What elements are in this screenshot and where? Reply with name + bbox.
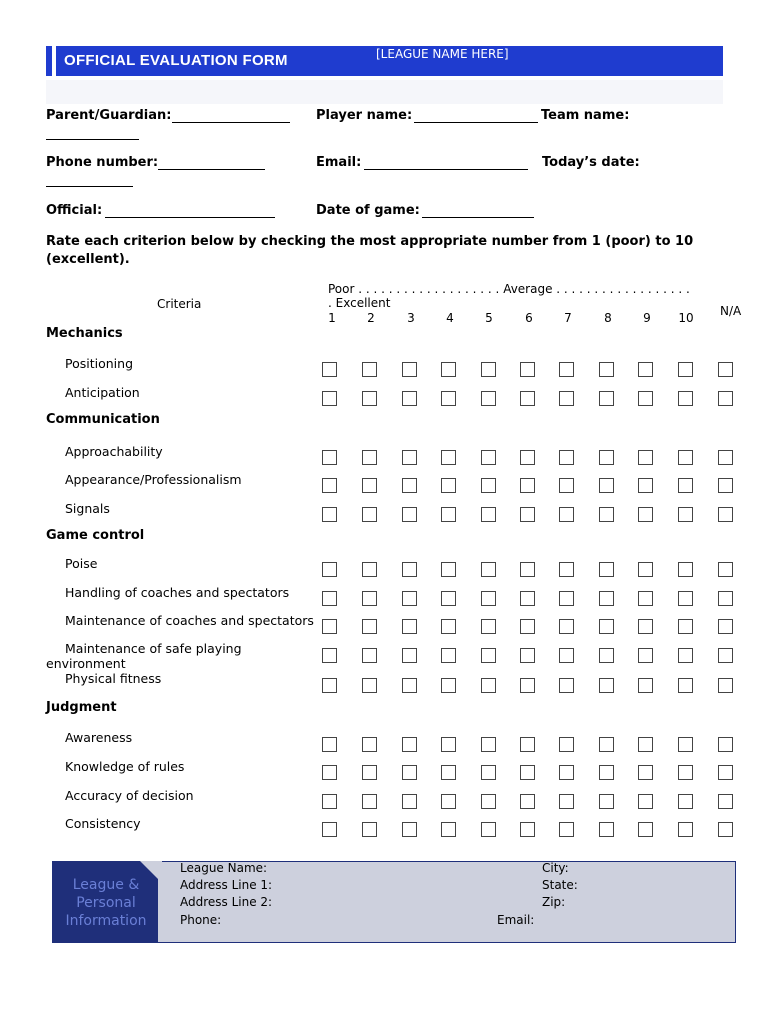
rating-checkbox[interactable] (638, 678, 653, 693)
rating-checkbox[interactable] (441, 562, 456, 577)
footer-badge-line1: League & (72, 877, 140, 893)
league-name-placeholder[interactable]: [LEAGUE NAME HERE] (376, 47, 509, 61)
rating-checkbox[interactable] (520, 391, 535, 406)
rating-checkbox[interactable] (481, 562, 496, 577)
rating-checkbox[interactable] (559, 507, 574, 522)
rating-checkbox[interactable] (678, 591, 693, 606)
rating-checkbox[interactable] (599, 450, 614, 465)
rating-checkbox[interactable] (441, 619, 456, 634)
rating-checkbox[interactable] (362, 391, 377, 406)
scale-label-line2: . Excellent (328, 296, 391, 310)
rating-checkbox-na[interactable] (718, 765, 733, 780)
rating-checkbox[interactable] (322, 765, 337, 780)
rating-checkbox[interactable] (559, 678, 574, 693)
rating-checkbox[interactable] (322, 478, 337, 493)
footer-league-name[interactable]: League Name: (180, 861, 268, 875)
rating-checkbox[interactable] (402, 507, 417, 522)
rating-checkbox[interactable] (520, 765, 535, 780)
rating-checkbox[interactable] (678, 450, 693, 465)
section-heading: Game control (46, 528, 145, 543)
rating-checkbox[interactable] (481, 478, 496, 493)
rating-checkbox[interactable] (559, 822, 574, 837)
rating-checkbox[interactable] (441, 678, 456, 693)
section-heading: Mechanics (46, 326, 123, 341)
criterion-label: Positioning (65, 356, 133, 371)
rating-checkbox[interactable] (481, 822, 496, 837)
rating-checkbox[interactable] (481, 765, 496, 780)
rating-checkbox[interactable] (322, 678, 337, 693)
rating-instructions: Rate each criterion below by checking the most appropriate number from 1 (poor) to 10 (excellent). (46, 234, 694, 267)
scale-number: 7 (564, 311, 572, 325)
rating-checkbox[interactable] (441, 737, 456, 752)
criterion-label: Poise (65, 556, 98, 571)
rating-checkbox[interactable] (638, 822, 653, 837)
rating-checkbox[interactable] (362, 478, 377, 493)
rating-checkbox[interactable] (638, 765, 653, 780)
rating-checkbox[interactable] (481, 678, 496, 693)
rating-checkbox[interactable] (402, 362, 417, 377)
rating-checkbox[interactable] (559, 648, 574, 663)
rating-checkbox[interactable] (599, 737, 614, 752)
rating-checkbox[interactable] (559, 619, 574, 634)
rating-checkbox-na[interactable] (718, 450, 733, 465)
rating-checkbox[interactable] (362, 591, 377, 606)
rating-checkbox[interactable] (362, 678, 377, 693)
email-label: Email: (316, 155, 362, 170)
rating-checkbox[interactable] (441, 765, 456, 780)
rating-checkbox[interactable] (638, 450, 653, 465)
rating-checkbox[interactable] (599, 507, 614, 522)
rating-checkbox[interactable] (599, 362, 614, 377)
rating-checkbox[interactable] (678, 507, 693, 522)
criterion-label: Signals (65, 501, 110, 516)
scale-number: 1 (328, 311, 336, 325)
scale-number: 5 (485, 311, 493, 325)
scale-number: 9 (643, 311, 651, 325)
rating-checkbox[interactable] (402, 794, 417, 809)
rating-checkbox[interactable] (362, 562, 377, 577)
rating-checkbox[interactable] (520, 678, 535, 693)
scale-label-line1: Poor . . . . . . . . . . . . . . . . . . . Average . . . . . . . . . . . . . . . . . . (328, 282, 690, 296)
rating-checkbox-na[interactable] (718, 507, 733, 522)
rating-checkbox[interactable] (559, 591, 574, 606)
rating-checkbox[interactable] (638, 794, 653, 809)
rating-checkbox[interactable] (520, 507, 535, 522)
rating-checkbox[interactable] (481, 737, 496, 752)
rating-checkbox[interactable] (362, 737, 377, 752)
rating-checkbox[interactable] (599, 794, 614, 809)
date-of-game-label: Date of game: (316, 203, 420, 218)
rating-checkbox[interactable] (678, 794, 693, 809)
rating-checkbox[interactable] (678, 391, 693, 406)
rating-checkbox[interactable] (441, 591, 456, 606)
footer-email[interactable]: Email: (497, 913, 535, 927)
scale-number: 8 (604, 311, 612, 325)
rating-checkbox[interactable] (678, 478, 693, 493)
rating-checkbox-na[interactable] (718, 822, 733, 837)
rating-checkbox[interactable] (362, 507, 377, 522)
rating-checkbox[interactable] (402, 391, 417, 406)
rating-checkbox-na[interactable] (718, 362, 733, 377)
rating-checkbox[interactable] (678, 765, 693, 780)
rating-checkbox[interactable] (441, 507, 456, 522)
rating-checkbox[interactable] (441, 648, 456, 663)
criteria-header: Criteria (157, 297, 202, 311)
rating-checkbox[interactable] (481, 591, 496, 606)
footer-address1[interactable]: Address Line 1: (180, 878, 273, 892)
player-name-label: Player name: (316, 108, 413, 123)
rating-checkbox[interactable] (481, 362, 496, 377)
rating-checkbox[interactable] (520, 794, 535, 809)
player-name-field[interactable] (414, 122, 538, 123)
na-header: N/A (720, 304, 742, 318)
rating-checkbox[interactable] (481, 619, 496, 634)
rating-checkbox[interactable] (520, 648, 535, 663)
criterion-label: Accuracy of decision (65, 788, 194, 803)
rating-checkbox[interactable] (402, 562, 417, 577)
rating-checkbox[interactable] (441, 478, 456, 493)
rating-checkbox[interactable] (559, 362, 574, 377)
criterion-label-continuation: environment (46, 656, 126, 671)
rating-checkbox[interactable] (322, 391, 337, 406)
rating-checkbox[interactable] (322, 822, 337, 837)
rating-checkbox[interactable] (402, 737, 417, 752)
footer-state[interactable]: State: (542, 878, 578, 892)
criterion-label: Maintenance of safe playing (65, 641, 242, 656)
rating-checkbox[interactable] (638, 362, 653, 377)
form-title: OFFICIAL EVALUATION FORM (64, 52, 288, 69)
rating-checkbox[interactable] (481, 648, 496, 663)
rating-checkbox-na[interactable] (718, 678, 733, 693)
criterion-label: Consistency (65, 816, 141, 831)
rating-checkbox[interactable] (402, 478, 417, 493)
criterion-label: Maintenance of coaches and spectators (65, 613, 314, 628)
rating-checkbox[interactable] (678, 648, 693, 663)
rating-checkbox[interactable] (520, 619, 535, 634)
official-field[interactable] (105, 217, 275, 218)
criterion-label: Approachability (65, 444, 163, 459)
rating-checkbox[interactable] (402, 619, 417, 634)
rating-checkbox[interactable] (599, 822, 614, 837)
rating-checkbox[interactable] (638, 391, 653, 406)
rating-checkbox[interactable] (402, 822, 417, 837)
rating-checkbox[interactable] (520, 591, 535, 606)
criterion-label: Appearance/Professionalism (65, 472, 242, 487)
rating-checkbox[interactable] (441, 362, 456, 377)
rating-checkbox[interactable] (520, 562, 535, 577)
rating-checkbox[interactable] (678, 737, 693, 752)
rating-checkbox[interactable] (481, 450, 496, 465)
scale-number: 6 (525, 311, 533, 325)
rating-checkbox[interactable] (559, 765, 574, 780)
rating-checkbox[interactable] (322, 591, 337, 606)
todays-date-field[interactable] (46, 186, 133, 187)
rating-checkbox[interactable] (362, 794, 377, 809)
rating-checkbox[interactable] (322, 648, 337, 663)
section-heading: Communication (46, 412, 160, 427)
rating-checkbox[interactable] (402, 450, 417, 465)
criterion-label: Awareness (65, 730, 133, 745)
rating-checkbox[interactable] (599, 478, 614, 493)
rating-checkbox[interactable] (638, 591, 653, 606)
rating-checkbox[interactable] (362, 822, 377, 837)
rating-checkbox[interactable] (322, 562, 337, 577)
rating-checkbox[interactable] (441, 450, 456, 465)
header-accent-bar (46, 46, 52, 76)
phone-number-label: Phone number: (46, 155, 159, 170)
rating-checkbox[interactable] (678, 822, 693, 837)
rating-checkbox[interactable] (678, 619, 693, 634)
rating-checkbox[interactable] (322, 507, 337, 522)
rating-checkbox[interactable] (481, 794, 496, 809)
rating-checkbox[interactable] (559, 391, 574, 406)
rating-checkbox[interactable] (559, 737, 574, 752)
todays-date-label: Today’s date: (542, 155, 640, 170)
rating-checkbox[interactable] (559, 478, 574, 493)
rating-checkbox[interactable] (362, 450, 377, 465)
rating-checkbox[interactable] (402, 648, 417, 663)
rating-checkbox-na[interactable] (718, 562, 733, 577)
header-underlay (46, 80, 723, 104)
team-name-label: Team name: (541, 108, 630, 123)
rating-checkbox[interactable] (559, 450, 574, 465)
rating-checkbox-na[interactable] (718, 619, 733, 634)
rating-checkbox[interactable] (599, 765, 614, 780)
rating-checkbox[interactable] (678, 678, 693, 693)
rating-checkbox[interactable] (520, 362, 535, 377)
rating-checkbox[interactable] (322, 619, 337, 634)
phone-number-field[interactable] (158, 169, 265, 170)
rating-checkbox[interactable] (402, 591, 417, 606)
criterion-label: Physical fitness (65, 671, 162, 686)
rating-checkbox[interactable] (322, 794, 337, 809)
section-heading: Judgment (46, 700, 117, 715)
date-of-game-field[interactable] (422, 217, 534, 218)
rating-checkbox[interactable] (520, 822, 535, 837)
scale-number: 2 (367, 311, 375, 325)
rating-checkbox[interactable] (599, 562, 614, 577)
scale-number: 10 (678, 311, 694, 325)
rating-checkbox-na[interactable] (718, 478, 733, 493)
footer-address2[interactable]: Address Line 2: (180, 895, 273, 909)
rating-checkbox[interactable] (638, 478, 653, 493)
rating-checkbox[interactable] (520, 478, 535, 493)
rating-checkbox[interactable] (520, 737, 535, 752)
rating-checkbox[interactable] (599, 619, 614, 634)
rating-checkbox[interactable] (402, 678, 417, 693)
footer-zip[interactable]: Zip: (542, 895, 566, 909)
footer-city[interactable]: City: (542, 861, 569, 875)
rating-checkbox[interactable] (638, 562, 653, 577)
rating-checkbox[interactable] (362, 619, 377, 634)
parent-guardian-label: Parent/Guardian: (46, 108, 172, 123)
rating-checkbox[interactable] (638, 507, 653, 522)
rating-checkbox[interactable] (441, 391, 456, 406)
criterion-label: Knowledge of rules (65, 759, 185, 774)
rating-checkbox[interactable] (322, 450, 337, 465)
rating-checkbox[interactable] (362, 648, 377, 663)
criterion-label: Anticipation (65, 385, 140, 400)
rating-checkbox[interactable] (599, 591, 614, 606)
footer-badge-line2: Personal (76, 895, 136, 911)
scale-number: 4 (446, 311, 454, 325)
rating-checkbox[interactable] (481, 391, 496, 406)
rating-checkbox[interactable] (441, 794, 456, 809)
rating-checkbox[interactable] (362, 765, 377, 780)
rating-checkbox-na[interactable] (718, 794, 733, 809)
rating-checkbox-na[interactable] (718, 591, 733, 606)
parent-guardian-field[interactable] (172, 122, 290, 123)
rating-checkbox[interactable] (481, 507, 496, 522)
rating-checkbox[interactable] (599, 678, 614, 693)
rating-checkbox[interactable] (441, 822, 456, 837)
footer-badge-label (56, 876, 156, 930)
rating-checkbox-na[interactable] (718, 648, 733, 663)
team-name-field[interactable] (46, 139, 139, 140)
rating-checkbox[interactable] (322, 737, 337, 752)
rating-checkbox[interactable] (638, 648, 653, 663)
criterion-label: Handling of coaches and spectators (65, 585, 290, 600)
footer-phone[interactable]: Phone: (180, 913, 222, 927)
rating-checkbox[interactable] (599, 391, 614, 406)
footer-badge-line3: Information (65, 913, 147, 929)
rating-checkbox[interactable] (520, 450, 535, 465)
rating-checkbox[interactable] (638, 737, 653, 752)
rating-checkbox-na[interactable] (718, 391, 733, 406)
rating-checkbox[interactable] (402, 765, 417, 780)
rating-checkbox[interactable] (638, 619, 653, 634)
official-label: Official: (46, 203, 103, 218)
rating-checkbox-na[interactable] (718, 737, 733, 752)
rating-checkbox[interactable] (559, 794, 574, 809)
rating-checkbox[interactable] (599, 648, 614, 663)
rating-checkbox[interactable] (362, 362, 377, 377)
rating-checkbox[interactable] (559, 562, 574, 577)
rating-checkbox[interactable] (678, 562, 693, 577)
rating-checkbox[interactable] (322, 362, 337, 377)
rating-checkbox[interactable] (678, 362, 693, 377)
email-field[interactable] (364, 169, 528, 170)
scale-number: 3 (407, 311, 415, 325)
